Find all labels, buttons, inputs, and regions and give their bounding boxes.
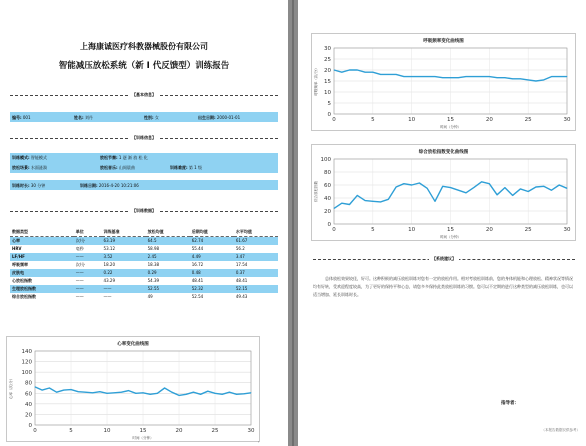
table-cell: 16.72 xyxy=(191,262,204,267)
y-tick-label: 25 xyxy=(324,57,331,63)
table-cell: 心率 xyxy=(10,237,74,246)
data-point xyxy=(150,394,151,395)
difficulty-label: 训练难度: xyxy=(170,165,188,170)
basic-info-band xyxy=(10,112,278,122)
data-point xyxy=(365,200,366,201)
data-point xyxy=(404,183,405,184)
table-cell: 64.5 xyxy=(146,237,190,246)
data-point xyxy=(372,72,373,73)
table-cell: 18.38 xyxy=(147,262,160,267)
table-cell: 18.20 xyxy=(103,262,115,267)
col-header-type: 数据类型 xyxy=(10,228,74,237)
table-cell: 0.29 xyxy=(146,269,190,277)
data-point xyxy=(442,186,443,187)
data-point xyxy=(442,77,443,78)
gender-label: 性别: xyxy=(144,115,154,120)
section-advice xyxy=(313,255,575,263)
section-training-info xyxy=(10,134,278,142)
x-tick-label: 10 xyxy=(408,117,416,123)
data-point xyxy=(450,77,451,78)
data-point xyxy=(497,194,498,195)
table-cell: —— xyxy=(74,253,102,261)
y-tick-label: 100 xyxy=(320,157,331,163)
col-header-baseline: 训练基准 xyxy=(102,228,146,237)
data-point xyxy=(143,392,144,393)
data-point xyxy=(388,74,389,75)
table-cell: 0.48 xyxy=(190,269,234,277)
table-cell: HRV xyxy=(12,246,22,251)
y-tick-label: 15 xyxy=(324,79,331,85)
x-tick-label: 30 xyxy=(247,428,255,434)
table-cell: 毫秒 xyxy=(75,246,84,251)
data-point xyxy=(222,394,223,395)
y-tick-label: 80 xyxy=(25,380,32,387)
table-cell: —— xyxy=(74,285,102,293)
x-tick-label: 0 xyxy=(33,428,37,434)
data-point xyxy=(435,201,436,202)
table-cell: 2.45 xyxy=(146,253,190,261)
x-tick-label: 5 xyxy=(371,227,375,233)
y-tick-label: 0 xyxy=(327,112,331,118)
table-cell: 61.67 xyxy=(234,237,278,246)
table-cell: 0.22 xyxy=(102,269,146,277)
section-basic-info xyxy=(10,91,278,99)
x-tick-label: 0 xyxy=(332,117,336,123)
y-tick-label: 60 xyxy=(324,183,331,189)
table-header-row xyxy=(10,228,278,237)
x-tick-label: 5 xyxy=(69,428,73,434)
chart-title: 心率变化曲线图 xyxy=(117,342,149,347)
table-cell: 56.2 xyxy=(235,246,245,251)
table-cell: LF/HF xyxy=(10,253,74,261)
rhythm-label: 放松节奏: xyxy=(100,155,118,160)
data-point xyxy=(512,195,513,196)
data-point xyxy=(193,392,194,393)
table-row xyxy=(10,245,278,253)
name-label: 姓名: xyxy=(74,115,84,120)
y-tick-label: 40 xyxy=(324,196,331,202)
y-axis-label: 呼吸频率（次/分） xyxy=(314,66,318,96)
data-point xyxy=(450,187,451,188)
advice-text: 总体放松效果较佳，好可。这种积极的减压放松训练对您有一定的放松作用。相对考放松训练前，您的身体机能和心理放松、精神状况等情况均有好转，受欢迎程度较高，为了更好的保持平和心态，请您多多保持此类放松训练的习惯。您可以不定期的进行这种类型的减压放松训练，也可以适当增加、延长训练时长。 xyxy=(313,276,573,297)
date-label: 训练日期: xyxy=(80,183,98,188)
difficulty-value: 第 1 级 xyxy=(188,165,202,170)
data-point xyxy=(200,394,201,395)
data-point xyxy=(207,391,208,392)
data-point xyxy=(236,394,237,395)
data-point xyxy=(71,389,72,390)
y-tick-label: 140 xyxy=(21,349,32,355)
y-tick-label: 10 xyxy=(324,90,331,96)
training-data-table xyxy=(10,228,278,301)
training-info-band xyxy=(10,153,278,173)
y-tick-label: 100 xyxy=(21,370,32,377)
table-cell: 54.39 xyxy=(147,278,160,283)
data-point xyxy=(543,186,544,187)
table-cell: 4.49 xyxy=(190,253,234,261)
data-point xyxy=(551,76,552,77)
data-point xyxy=(419,183,420,184)
table-row xyxy=(10,277,278,285)
x-tick-label: 20 xyxy=(485,227,493,233)
x-tick-label: 15 xyxy=(447,117,454,123)
data-point xyxy=(349,70,350,71)
y-tick-label: 5 xyxy=(327,101,331,107)
data-point xyxy=(473,187,474,188)
data-point xyxy=(567,188,568,189)
chart-title: 呼吸频率变化曲线图 xyxy=(423,39,464,44)
data-point xyxy=(128,390,129,391)
y-tick-label: 20 xyxy=(324,209,331,215)
y-tick-label: 0 xyxy=(327,222,331,228)
data-point xyxy=(528,191,529,192)
table-cell: 3.52 xyxy=(102,253,146,261)
date-value: 2016-4-20 10:21:06 xyxy=(98,183,139,188)
x-tick-label: 20 xyxy=(485,117,493,123)
data-point xyxy=(229,392,230,393)
data-point xyxy=(121,392,122,393)
table-cell: 62.74 xyxy=(190,237,234,246)
data-point xyxy=(63,390,64,391)
data-point xyxy=(114,392,115,393)
data-point xyxy=(186,394,187,395)
data-point xyxy=(427,76,428,77)
data-point xyxy=(466,76,467,77)
y-tick-label: 40 xyxy=(25,401,32,408)
data-point xyxy=(458,190,459,191)
data-point xyxy=(466,192,467,193)
col-header-unit: 单位 xyxy=(74,228,102,237)
data-point xyxy=(99,391,100,392)
data-point xyxy=(435,76,436,77)
x-tick-label: 25 xyxy=(211,428,219,434)
data-point xyxy=(528,80,529,81)
table-cell: 皮肤电 xyxy=(10,269,74,277)
section-training-info-label: 【训练信息】 xyxy=(129,134,159,142)
table-cell: 48.41 xyxy=(235,278,248,283)
music-value: 山间晨曲 xyxy=(118,165,135,170)
data-point xyxy=(251,392,252,393)
table-cell: 52.54 xyxy=(191,294,204,299)
scene-value: 水面涟漪 xyxy=(30,165,47,170)
respiration-chart xyxy=(311,33,576,131)
data-point xyxy=(551,190,552,191)
data-point xyxy=(559,76,560,77)
data-point xyxy=(481,181,482,182)
y-tick-label: 60 xyxy=(25,391,32,398)
data-point xyxy=(341,203,342,204)
data-point xyxy=(243,393,244,394)
table-row xyxy=(10,253,278,261)
table-cell: —— xyxy=(74,269,102,277)
y-tick-label: 80 xyxy=(324,170,331,176)
table-cell: 0.37 xyxy=(234,269,278,277)
section-basic-info-label: 【基本信息】 xyxy=(129,91,159,99)
data-point xyxy=(365,72,366,73)
data-point xyxy=(536,81,537,82)
data-point xyxy=(56,392,57,393)
relaxation-index-chart-svg xyxy=(312,145,575,240)
x-tick-label: 15 xyxy=(139,428,147,434)
data-point xyxy=(504,187,505,188)
data-point xyxy=(357,195,358,196)
data-point xyxy=(481,76,482,77)
x-tick-label: 10 xyxy=(103,428,111,434)
data-point xyxy=(49,388,50,389)
y-tick-label: 20 xyxy=(25,412,32,419)
data-point xyxy=(215,393,216,394)
table-row xyxy=(10,261,278,269)
heart-rate-chart xyxy=(6,336,260,442)
table-row xyxy=(10,293,278,301)
data-point xyxy=(78,391,79,392)
table-cell: —— xyxy=(75,278,84,283)
data-point xyxy=(164,388,165,389)
col-header-level-mean: 水平均值 xyxy=(234,228,278,237)
table-row xyxy=(10,237,278,246)
table-cell: 49 xyxy=(147,294,153,299)
x-axis-label: 时间（分钟） xyxy=(440,235,461,239)
data-point xyxy=(458,77,459,78)
y-axis-label: 心率（次/分） xyxy=(9,376,13,400)
data-point xyxy=(157,393,158,394)
data-point xyxy=(543,80,544,81)
table-cell: 48.41 xyxy=(191,278,204,283)
page-footnote: （本报告数据仅供参考） xyxy=(541,428,580,432)
y-tick-label: 120 xyxy=(21,359,32,366)
table-cell: 52.55 xyxy=(146,285,190,293)
data-point xyxy=(473,76,474,77)
x-tick-label: 30 xyxy=(563,227,571,233)
x-axis-label: 时间（分钟） xyxy=(132,436,154,440)
data-point xyxy=(380,202,381,203)
data-point xyxy=(388,199,389,200)
data-point xyxy=(334,70,335,71)
company-name: 上海康诚医疗科教器械股份有限公司 xyxy=(80,42,208,51)
data-point xyxy=(171,392,172,393)
x-tick-label: 20 xyxy=(175,428,183,434)
table-cell: 52.15 xyxy=(234,285,278,293)
data-point xyxy=(489,76,490,77)
table-cell: 次/分 xyxy=(75,262,86,267)
duration-label: 训练时长: xyxy=(12,183,30,188)
col-header-late-mean: 后期均值 xyxy=(190,228,234,237)
section-advice-label: 【系统建议】 xyxy=(429,255,459,263)
id-value: 001 xyxy=(22,115,31,120)
name-value: 刘丹 xyxy=(84,115,93,120)
x-tick-label: 0 xyxy=(332,227,336,233)
y-tick-label: 20 xyxy=(324,68,331,74)
table-cell: 43.29 xyxy=(103,278,115,283)
birthdate-value: 2000-01-01 xyxy=(216,115,241,120)
data-point xyxy=(372,201,373,202)
data-point xyxy=(489,183,490,184)
data-point xyxy=(504,77,505,78)
relaxation-index-chart xyxy=(311,144,576,241)
section-training-data-label: 【训练数据】 xyxy=(129,207,159,215)
data-point xyxy=(396,187,397,188)
mode-value: 智能模式 xyxy=(30,155,47,160)
data-point xyxy=(357,70,358,71)
x-tick-label: 30 xyxy=(563,117,571,123)
data-point xyxy=(334,208,335,209)
data-point xyxy=(520,78,521,79)
data-point xyxy=(85,392,86,393)
x-tick-label: 15 xyxy=(447,227,454,233)
table-cell: 52.32 xyxy=(190,285,234,293)
x-tick-label: 5 xyxy=(371,117,375,123)
section-training-data xyxy=(10,207,278,215)
table-cell: 58.98 xyxy=(147,246,160,251)
x-tick-label: 10 xyxy=(408,227,416,233)
y-tick-label: 0 xyxy=(28,423,32,429)
data-point xyxy=(512,78,513,79)
data-point xyxy=(107,393,108,394)
x-tick-label: 25 xyxy=(524,117,532,123)
music-label: 放松音乐: xyxy=(100,165,118,170)
table-cell: 49.43 xyxy=(235,294,248,299)
data-point xyxy=(92,392,93,393)
table-cell: 53.12 xyxy=(103,246,115,251)
table-cell: —— xyxy=(75,294,84,299)
x-tick-label: 25 xyxy=(524,227,532,233)
table-row xyxy=(10,269,278,277)
y-axis-label: 综合放松指数 xyxy=(314,181,318,202)
table-cell: 55.44 xyxy=(191,246,204,251)
table-cell: 3.47 xyxy=(234,253,278,261)
data-point xyxy=(497,77,498,78)
table-cell: 综合放松指数 xyxy=(12,294,36,299)
report-title: 智能减压放松系统（新 I 代反馈型）训练报告 xyxy=(58,61,230,71)
data-point xyxy=(135,393,136,394)
data-point xyxy=(341,72,342,73)
data-point xyxy=(396,74,397,75)
data-point xyxy=(559,185,560,186)
report-page-2 xyxy=(298,0,586,446)
table-cell: —— xyxy=(103,294,112,299)
data-point xyxy=(42,390,43,391)
data-point xyxy=(536,187,537,188)
table-cell: —— xyxy=(102,285,146,293)
id-label: 编号: xyxy=(12,115,22,120)
scene-label: 放松场景: xyxy=(12,165,30,170)
data-point xyxy=(419,76,420,77)
data-point xyxy=(567,76,568,77)
gender-value: 女 xyxy=(154,115,159,120)
data-point xyxy=(349,204,350,205)
data-point xyxy=(427,188,428,189)
report-page-1: 上海康诚医疗科教器械股份有限公司 智能减压放松系统（新 I 代反馈型）训练报告 【基本信息】 编号: 001 姓名: 刘丹 性别: 女 出生日期: 2000-01-01 【训练信息】 训练模式: 智能模式 放松节奏: 1 逐 渐 放 松 化 放松场景: 水面涟漪 放松音乐: 山间晨曲 训练难度: 第 1 级 训练时长: 30 分钟 训练日期: 2016-4-20 10:21:06 【训练数据】 数据类型 单位 训练基准 放松均值 后期均值 水平均值 心率 次/分 63.19 64.5 62.74 61.67 HRV 毫秒 53.12 58.98 55.44 56.2 LF/HF —— 3.52 2.45 4.49 3.47 呼吸频率 次/分 18.20 18.38 16.72 17.54 皮肤电 —— 0.22 0.29 0.48 0.37 心放松指数 —— 43.29 54.39 48.41 48.41 生理放松指数 —— —— 52.55 52.32 52.15 综合放松指数 —— —— 49 52.54 49.43 心率变化曲线图 0 20 40 60 80 100 120 140 0 5 10 15 20 25 30 时间（分钟） 心率（次/分） , xyxy=(0,0,288,446)
table-cell: 呼吸频率 xyxy=(12,262,28,267)
mode-label: 训练模式: xyxy=(12,155,30,160)
data-point xyxy=(520,189,521,190)
rhythm-value: 1 逐 渐 放 松 化 xyxy=(118,155,148,160)
y-tick-label: 30 xyxy=(324,46,331,52)
duration-value: 30 分钟 xyxy=(30,183,46,188)
table-cell: 心放松指数 xyxy=(12,278,32,283)
data-point xyxy=(380,74,381,75)
table-cell: 17.54 xyxy=(235,262,248,267)
birthdate-label: 出生日期: xyxy=(198,115,216,120)
signer-label: 指导者： xyxy=(501,401,519,406)
data-point xyxy=(35,387,36,388)
table-cell: 63.19 xyxy=(102,237,146,246)
chart-title: 综合放松指数变化曲线图 xyxy=(418,150,469,155)
heart-rate-chart-svg xyxy=(7,337,259,441)
x-axis-label: 时间（分钟） xyxy=(440,125,461,129)
table-row xyxy=(10,285,278,293)
data-point xyxy=(179,395,180,396)
data-point xyxy=(411,76,412,77)
table-cell: 生理放松指数 xyxy=(10,285,74,293)
data-point xyxy=(404,76,405,77)
training-time-band xyxy=(10,180,278,190)
col-header-relax-mean: 放松均值 xyxy=(146,228,190,237)
respiration-chart-svg xyxy=(312,34,575,130)
data-point xyxy=(411,185,412,186)
table-cell: 次/分 xyxy=(74,237,102,246)
